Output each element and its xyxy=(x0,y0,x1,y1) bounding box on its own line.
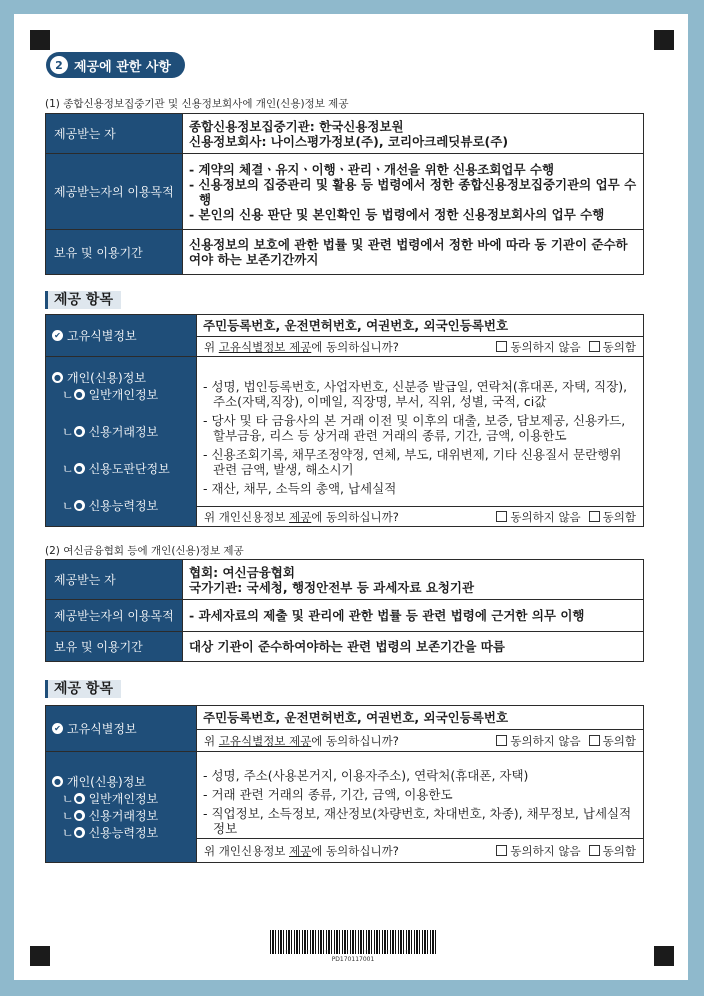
info-icon: ● xyxy=(74,827,85,838)
agree-checkbox[interactable] xyxy=(589,341,600,352)
info-icon: ● xyxy=(74,810,85,821)
part1-subtitle: (1) 종합신용정보집중기관 및 신용정보회사에 개인(신용)정보 제공 xyxy=(45,98,349,110)
corner-mark xyxy=(30,946,50,966)
shield-icon: ✔ xyxy=(52,330,63,341)
agree-checkbox[interactable] xyxy=(589,845,600,856)
barcode-text: PD170117001 xyxy=(331,956,375,963)
info-icon: ● xyxy=(74,426,85,437)
part1-info-table: 제공받는 자 종합신용정보집중기관: 한국신용정보원 신용정보회사: 나이스평가정보(주), 코리아크레딧뷰로(주) 제공받는자의 이용목적 - 계약의 체결ㆍ유지ㆍ이행ㆍ관리ㆍ개선을 위한 신용조회업무 수행 - 신용정보의 집중관리 및 활용 등 법령에서 정한 종합신용정보집중기관의 업무 수행 - 본인의 신용 판단 및 본인확인 등 법령에서 정한 신용정보회사의 업무 수행 보유 및 이용기간 신용정보의 보호에 관한 법률 및 관련 법령에서 정한 바에 따라 동 기관이 준수하여야 하는 보존기간까지 xyxy=(45,113,644,275)
person-icon: ● xyxy=(52,776,63,787)
corner-mark xyxy=(30,30,50,50)
corner-mark xyxy=(654,946,674,966)
part1-items-table: ✔ 고유식별정보 주민등록번호, 운전면허번호, 여권번호, 외국인등록번호 위 고유식별정보 제공에 동의하십니까? 동의하지 않음 동의함 ● 개인(신용)정보 ㄴ ● 일반개인정보 ㄴ ● 신용거래정보 ㄴ ● 신용도판단정보 ㄴ ● 신용능력정보 - 성명, 법인등록번호, 사업자번호, 신분증 발급일, 연락처(휴대폰, 자택, 직장), 주소(자택,직장), 이메일, 직장명, 부서, 직위, 성별, 국적, ci값 - 당사 및 타 금융사의 본 거래 이전 및 이후의 대출, 보증, 담보제공, 신용카드, 할부금융, 리스 등 상거래 관련 거래의 종류, 기간, 금액, 이용한도 - 신용조회기록, 채무조정약정, 연체, 부도, 대위변제, 기타 신용질서 문란행위 관련 금액, 발생, 해소시기 - 재산, 채무, 소득의 총액, 납세실적 위 개인신용정보 제공에 동의하십니까? 동의하지 않음 동의함 xyxy=(45,314,644,527)
person-icon: ● xyxy=(52,372,63,383)
disagree-checkbox[interactable] xyxy=(496,845,507,856)
disagree-checkbox[interactable] xyxy=(496,511,507,522)
part2-info-table: 제공받는 자 협회: 여신금융협회 국가기관: 국세청, 행정안전부 등 과세자료 요청기관 제공받는자의 이용목적 - 과세자료의 제출 및 관리에 관한 법률 등 관련 법령에 근거한 의무 이행 보유 및 이용기간 대상 기관이 준수하여야하는 관련 법령의 보존기간을 따름 xyxy=(45,559,644,662)
info-icon: ● xyxy=(74,389,85,400)
section-title: 2 제공에 관한 사항 xyxy=(46,52,185,78)
section-number: 2 xyxy=(50,56,68,74)
shield-icon: ✔ xyxy=(52,723,63,734)
info-icon: ● xyxy=(74,500,85,511)
info-icon: ● xyxy=(74,463,85,474)
corner-mark xyxy=(654,30,674,50)
info-icon: ● xyxy=(74,793,85,804)
agree-checkbox[interactable] xyxy=(589,511,600,522)
part2-subtitle: (2) 여신금융협회 등에 개인(신용)정보 제공 xyxy=(45,545,244,557)
part2-items-table: ✔ 고유식별정보 주민등록번호, 운전면허번호, 여권번호, 외국인등록번호 위 고유식별정보 제공에 동의하십니까? 동의하지 않음 동의함 ● 개인(신용)정보 ㄴ ● 일반개인정보 ㄴ ● 신용거래정보 ㄴ ● 신용능력정보 - 성명, 주소(사용본거지, 이용자주소), 연락처(휴대폰, 자택) - 거래 관련 거래의 종류, 기간, 금액, 이용한도 - 직업정보, 소득정보, 재산정보(차량번호, 차대번호, 차종), 채무정보, 납세실적 정보 위 개인신용정보 제공에 동의하십니까? 동의하지 않음 동의함 xyxy=(45,705,644,863)
agree-checkbox[interactable] xyxy=(589,735,600,746)
barcode xyxy=(270,930,436,954)
items-title: 제공 항목 xyxy=(45,680,121,698)
disagree-checkbox[interactable] xyxy=(496,341,507,352)
disagree-checkbox[interactable] xyxy=(496,735,507,746)
items-title: 제공 항목 xyxy=(45,291,121,309)
